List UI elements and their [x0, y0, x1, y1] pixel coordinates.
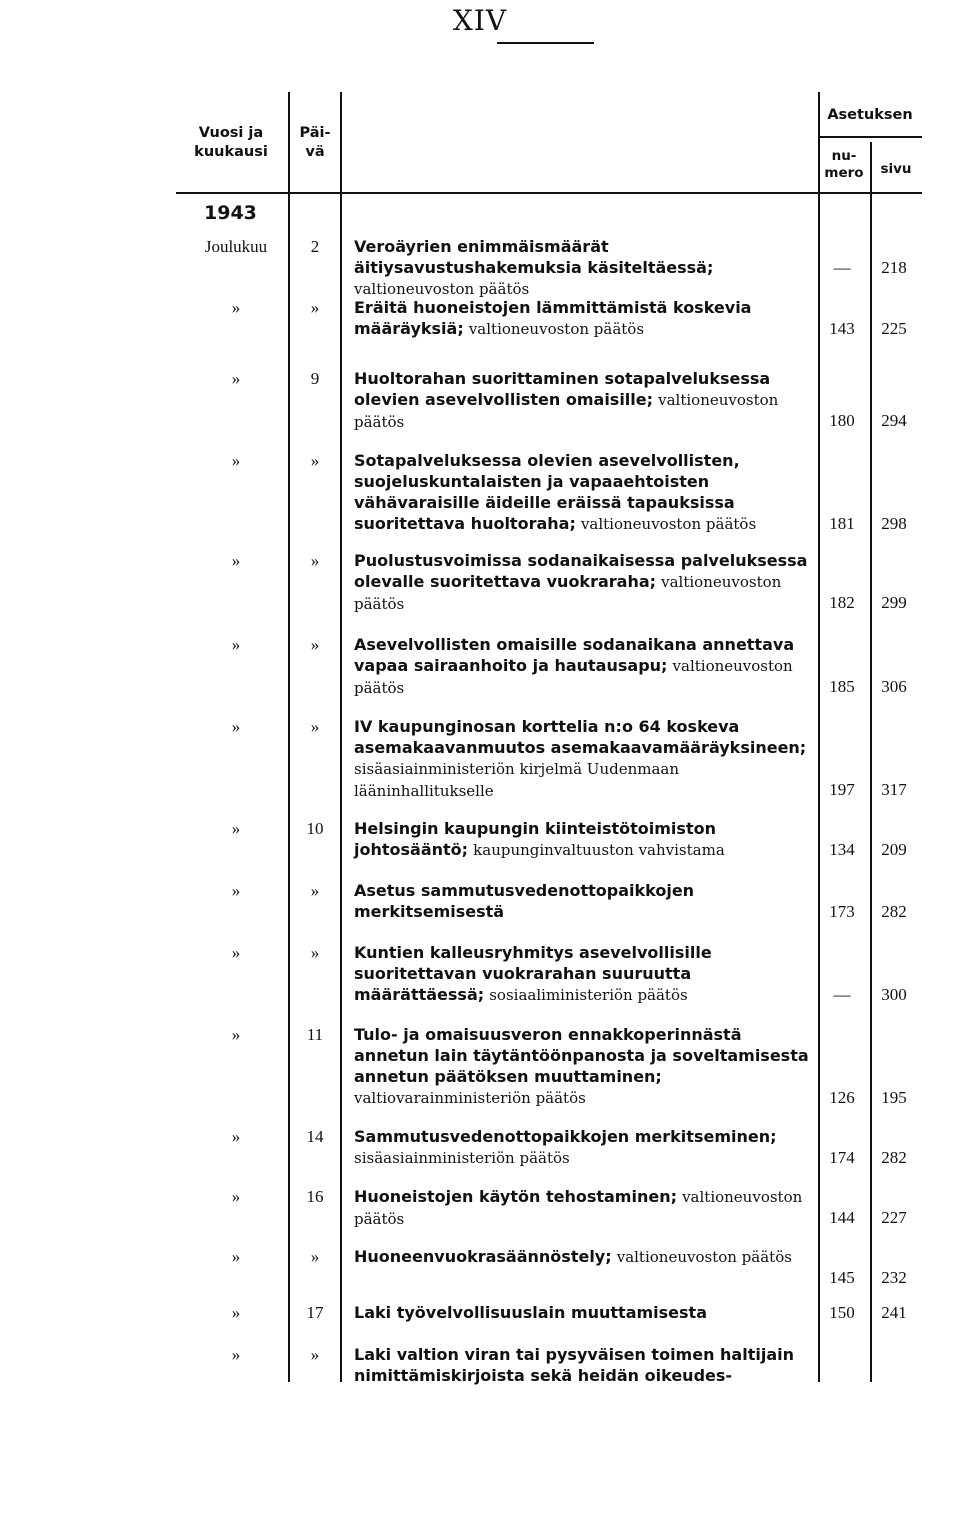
entry-title — [354, 1246, 812, 1268]
entry-title — [354, 818, 812, 861]
entry-subject: Eräitä huoneistojen lämmittämistä koskevia määräyksiä; — [354, 298, 752, 338]
entry-day: » — [310, 943, 320, 962]
entry-month: Joulukuu — [204, 237, 268, 256]
entry-page: 294 — [881, 411, 907, 430]
entry-page: 282 — [881, 902, 907, 921]
entry-month: » — [231, 451, 241, 470]
entry-day: 10 — [306, 819, 324, 838]
entry-day: » — [310, 881, 320, 900]
entry-number: 180 — [829, 411, 855, 430]
entry-authority: kaupunginvaltuuston vahvistama — [473, 841, 725, 859]
entry-month: » — [231, 1127, 241, 1146]
header-rule-bottom — [176, 192, 922, 194]
entry-day: » — [310, 635, 320, 654]
header-decree: Asetuksen — [827, 107, 913, 123]
entry-number: 182 — [829, 593, 855, 612]
entry-page: 232 — [881, 1268, 907, 1287]
entry-authority: valtioneuvoston päätös — [354, 573, 782, 613]
entry-authority: valtioneuvoston päätös — [468, 320, 645, 338]
entry-page: 282 — [881, 1148, 907, 1167]
entry-number: — — [833, 258, 851, 277]
entry-month: » — [231, 635, 241, 654]
entry-month: » — [231, 369, 241, 388]
entry-subject: Puolustusvoimissa sodanaikaisessa palveluksessa olevalle suoritettava vuokraraha; — [354, 551, 808, 591]
entry-subject: Laki työvelvollisuuslain muuttamisesta — [354, 1303, 707, 1322]
header-date: Vuosi ja kuukausi — [194, 125, 268, 160]
entry-day: » — [310, 551, 320, 570]
entry-page: 306 — [881, 677, 907, 696]
entry-authority: sosiaaliministeriön päätös — [489, 986, 688, 1004]
header-rule-top — [818, 136, 922, 138]
entry-number: 134 — [829, 840, 855, 859]
entry-title — [354, 716, 812, 802]
entry-day: » — [310, 298, 320, 317]
entry-page: 299 — [881, 593, 907, 612]
column-rule-2 — [340, 92, 342, 1382]
entry-subject: IV kaupunginosan korttelia n:o 64 koskeva asemakaavanmuutos asemakaavamääräyksineen; — [354, 717, 807, 757]
entry-title — [354, 1186, 812, 1230]
entry-day: 2 — [310, 237, 320, 256]
entry-page: 241 — [881, 1303, 907, 1322]
entry-day: 9 — [310, 369, 320, 388]
entry-title — [354, 368, 812, 433]
entry-month: » — [231, 881, 241, 900]
entry-authority: valtioneuvoston päätös — [616, 1248, 792, 1266]
entry-title — [354, 634, 812, 699]
entry-authority: sisäasiainministeriön päätös — [354, 1149, 570, 1167]
entry-month: » — [231, 943, 241, 962]
entry-authority: valtioneuvoston päätös — [580, 515, 757, 533]
entry-subject: Huoneenvuokrasäännöstely; — [354, 1247, 612, 1266]
entry-number: 173 — [829, 902, 855, 921]
column-rule-3 — [818, 92, 820, 1382]
entry-page: 225 — [881, 319, 907, 338]
entry-title — [354, 880, 812, 922]
entry-subject: Huoneistojen käytön tehostaminen; — [354, 1187, 677, 1206]
entry-number: — — [833, 985, 851, 1004]
entry-month: » — [231, 298, 241, 317]
entry-subject: Tulo- ja omaisuusveron ennakkoperinnästä annetun lain täytäntöönpanosta ja soveltamisesta annetun päätöksen muuttaminen; — [354, 1025, 809, 1086]
entry-page: 195 — [881, 1088, 907, 1107]
entry-subject: Huoltorahan suorittaminen sotapalveluksessa olevien asevelvollisten omaisille; — [354, 369, 771, 409]
entry-month: » — [231, 717, 241, 736]
entry-day: 16 — [306, 1187, 324, 1206]
year-label: 1943 — [204, 202, 257, 224]
entry-subject: Helsingin kaupungin kiinteistötoimiston johtosääntö; — [354, 819, 716, 859]
entry-subject: Sotapalveluksessa olevien asevelvollisten, suojeluskuntalaisten ja vapaaehtoisten vähävaraisille äideille eräissä tapauksissa suoritettava huoltoraha; — [354, 451, 740, 533]
entry-month: » — [231, 551, 241, 570]
entry-title — [354, 450, 812, 535]
entry-month: » — [231, 819, 241, 838]
entry-page: 317 — [881, 780, 907, 799]
header-number: nu- mero — [824, 148, 864, 181]
entry-month: » — [231, 1025, 241, 1044]
entry-page: 300 — [881, 985, 907, 1004]
entry-number: 185 — [829, 677, 855, 696]
entry-number: 150 — [829, 1303, 855, 1322]
entry-day: 17 — [306, 1303, 324, 1322]
entry-title — [354, 1024, 812, 1109]
entry-title — [354, 1344, 812, 1386]
entry-number: 144 — [829, 1208, 855, 1227]
entry-month: » — [231, 1247, 241, 1266]
entry-day: » — [310, 451, 320, 470]
entry-subject: Kuntien kalleusryhmitys asevelvollisille suoritettavan vuokrarahan suuruutta määrättäessä; — [354, 943, 712, 1004]
entry-number: 143 — [829, 319, 855, 338]
entry-authority: valtioneuvoston päätös — [354, 280, 530, 298]
entry-subject: Veroäyrien enimmäismäärät äitiysavustushakemuksia käsiteltäessä; — [354, 237, 714, 277]
entry-number: 145 — [829, 1268, 855, 1287]
entry-subject: Laki valtion viran tai pysyväisen toimen haltijain nimittämiskirjoista sekä heidän oikeudes- — [354, 1345, 794, 1385]
entry-page: 218 — [881, 258, 907, 277]
entry-authority: valtioneuvoston päätös — [354, 391, 779, 431]
entry-number: 181 — [829, 514, 855, 533]
entry-day: » — [310, 1247, 320, 1266]
entry-subject: Sammutusvedenottopaikkojen merkitseminen; — [354, 1127, 777, 1146]
entry-authority: valtioneuvoston päätös — [354, 1188, 803, 1228]
entry-subject: Asetus sammutusvedenottopaikkojen merkitsemisestä — [354, 881, 695, 921]
entry-title — [354, 1302, 812, 1323]
entry-number: 126 — [829, 1088, 855, 1107]
entry-title — [354, 942, 812, 1006]
entry-day: » — [310, 1345, 320, 1364]
entry-subject: Asevelvollisten omaisille sodanaikana annettava vapaa sairaanhoito ja hautausapu; — [354, 635, 795, 675]
entry-title — [354, 236, 812, 300]
entry-month: » — [231, 1303, 241, 1322]
entry-number: 197 — [829, 780, 855, 799]
entry-title — [354, 550, 812, 615]
entry-number: 174 — [829, 1148, 855, 1167]
entry-authority: valtiovarainministeriön päätös — [354, 1089, 586, 1107]
entry-authority: sisäasiainministeriön kirjelmä Uudenmaan lääninhallitukselle — [354, 760, 680, 800]
entry-month: » — [231, 1345, 241, 1364]
title-underline — [497, 42, 594, 44]
entry-day: 11 — [306, 1025, 324, 1044]
header-page: sivu — [880, 161, 912, 177]
entry-month: » — [231, 1187, 241, 1206]
entry-authority: valtioneuvoston päätös — [354, 657, 793, 697]
page-title: XIV — [452, 4, 508, 37]
entry-title — [354, 297, 812, 340]
entry-page: 298 — [881, 514, 907, 533]
entry-page: 227 — [881, 1208, 907, 1227]
entry-title — [354, 1126, 812, 1169]
header-day: Päi- vä — [299, 125, 331, 160]
entry-day: » — [310, 717, 320, 736]
entry-day: 14 — [306, 1127, 324, 1146]
entry-page: 209 — [881, 840, 907, 859]
